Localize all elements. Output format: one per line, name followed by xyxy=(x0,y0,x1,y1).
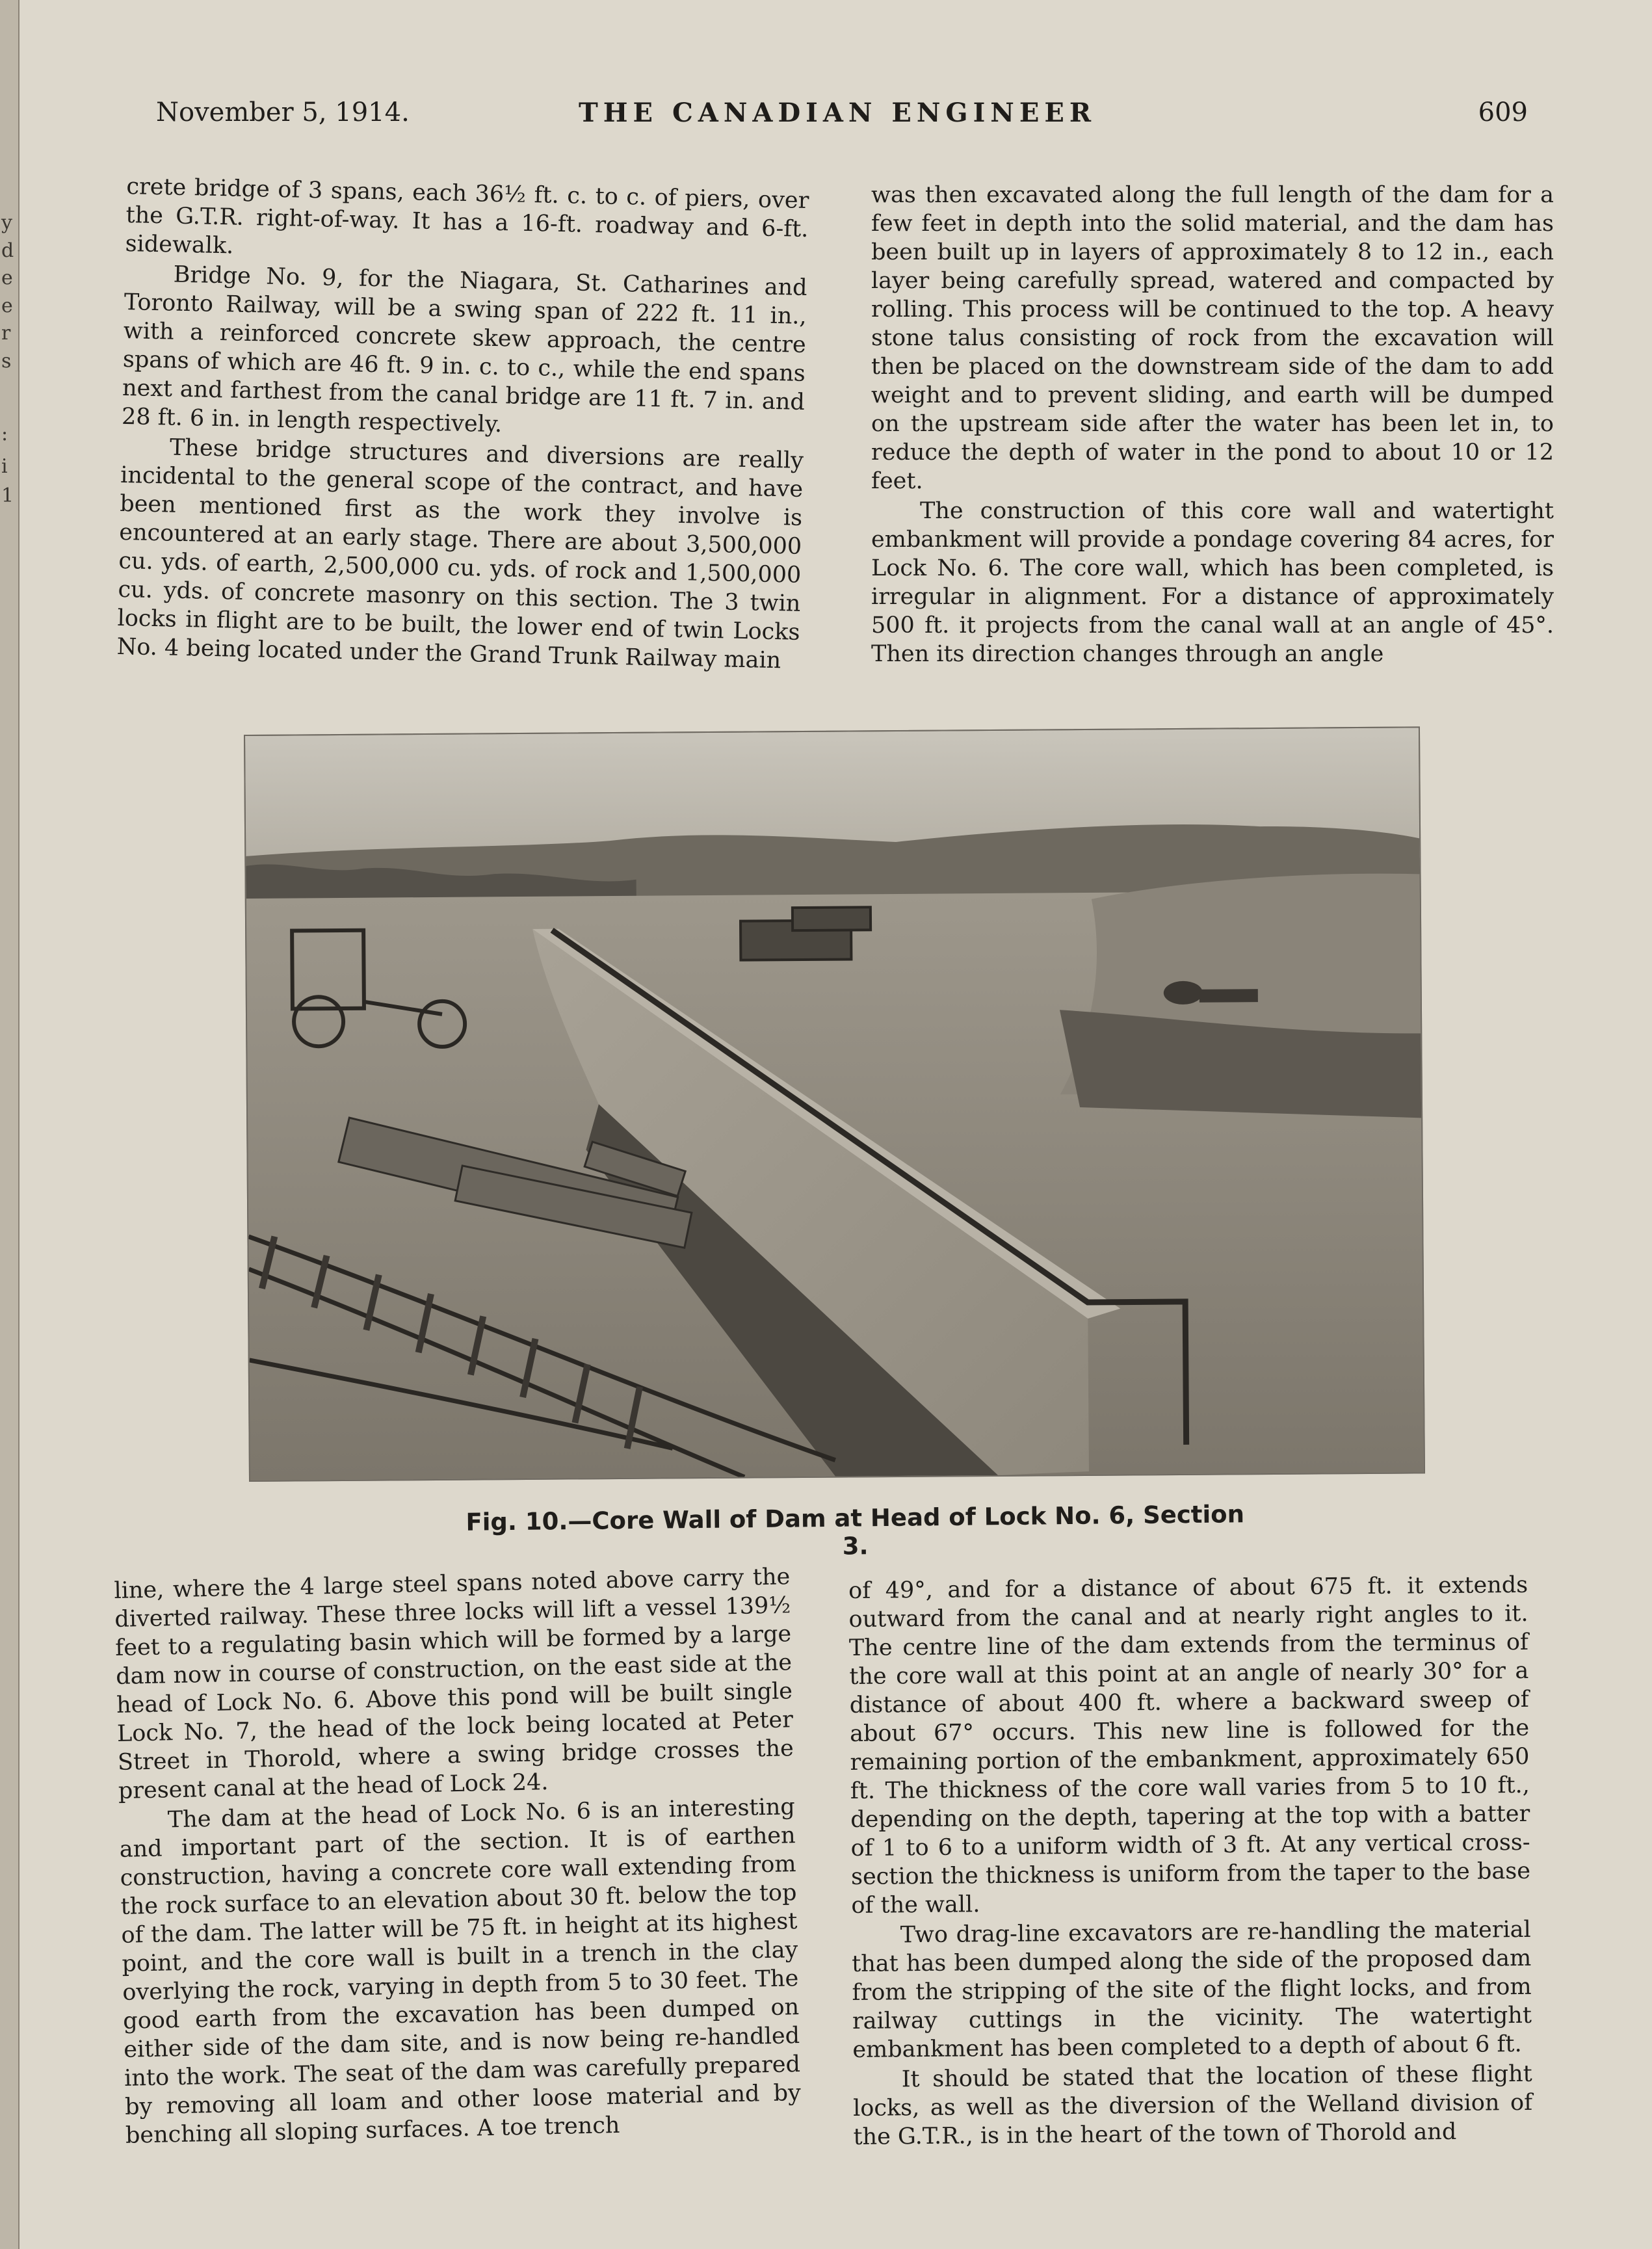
paragraph: Bridge No. 9, for the Niagara, St. Catharines and Toronto Railway, will be a swing span of 222 ft. 11 in., with a reinforced concrete skew approach, the centre spans of which are 46 ft. 9 in. c. to c., while the end spans next and farthest from the canal bridge are 11 ft. 7 in. and 28 ft. 6 in. in length respectively. xyxy=(121,261,807,438)
gutter-fragment: r xyxy=(1,322,11,345)
issue-date: November 5, 1914. xyxy=(156,98,410,127)
figure-caption: Fig. 10.—Core Wall of Dam at Head of Lock No. 6, Section 3. xyxy=(465,1500,1245,1560)
gutter-fragment: 1 xyxy=(1,484,14,507)
gutter-fragment: i xyxy=(1,455,8,478)
paragraph: The dam at the head of Lock No. 6 is an interesting and important part of the section. It is of earthen construction, having a concrete core wall extending from the rock surface to an elevation about 30 ft. below the top of the dam. The latter will be 75 ft. in height at its highest point, and the core wall is built in a trench in the clay overlying the rock, varying in depth from 5 to 30 feet. The good earth from the excavation has been dumped on either side of the dam site, and is now being re-handled into the work. The seat of the dam was carefully prepared by removing all loam and other loose material and by benching all sloping surfaces. A toe trench xyxy=(119,1794,802,2149)
gutter-fragment: e xyxy=(1,267,13,289)
paragraph: The construction of this core wall and watertight embankment will provide a pondage covering 84 acres, for Lock No. 6. The core wall, which has been completed, is irregular in alignment. For a distance of approximately 500 ft. it projects from the canal wall at an angle of 45°. Then its direction changes through an angle xyxy=(871,498,1554,667)
paragraph: line, where the 4 large steel spans noted above carry the diverted railway. These three locks will lift a vessel 139½ feet to a regulating basin which will be formed by a large dam now in course of construction, on the east side at the head of Lock No. 6. Above this pond will be built single Lock No. 7, the head of the lock being located at Peter Street in Thorold, where a swing bridge crosses the present canal at the head of Lock 24. xyxy=(114,1564,794,1804)
top-right-column xyxy=(871,181,1554,670)
paragraph: These bridge structures and diversions are really incidental to the general scope of the contract, and have been mentioned first as the work they involve is encountered at an early stage. There are about 3,500,000 cu. yds. of earth, 2,500,000 cu. yds. of rock and 1,500,000 cu. yds. of concrete masonry on this section. The 3 twin locks in flight are to be built, the lower end of twin Locks No. 4 being located under the Grand Trunk Railway main xyxy=(116,434,804,674)
bottom-left-column xyxy=(114,1562,802,2151)
gutter-fragment: s xyxy=(1,350,12,373)
gutter-fragment: : xyxy=(1,423,8,445)
top-left-column xyxy=(116,172,809,677)
paragraph: of 49°, and for a distance of about 675 ft. it extends outward from the canal and at nearly right angles to it. The centre line of the dam extends from the terminus of the core wall at this point at an angle of nearly 30° for a distance of about 400 ft. where a backward sweep of about 67° occurs. This new line is followed for the remaining portion of the embankment, approximately 650 ft. The thickness of the core wall varies from 5 to 10 ft., depending on the depth, tapering at the top with a batter of 1 to 6 to a uniform width of 3 ft. At any vertical cross-section the thickness is uniform from the taper to the base of the wall. xyxy=(848,1572,1531,1919)
page-number: 609 xyxy=(1478,98,1528,127)
gutter-fragment: y xyxy=(1,211,12,234)
core-wall-photograph xyxy=(244,726,1425,1482)
paragraph: Two drag-line excavators are re-handling the material that has been dumped along the side of the proposed dam from the stripping of the site of the flight locks, and from railway cuttings in the vicinity. The watertight embankment has been completed to a depth of about 6 ft. xyxy=(852,1916,1532,2063)
paragraph: It should be stated that the location of these flight locks, as well as the diversion of the Welland division of the G.T.R., is in the heart of the town of Thorold and xyxy=(852,2060,1533,2150)
paragraph: crete bridge of 3 spans, each 36½ ft. c. to c. of piers, over the G.T.R. right-of-way. It has a 16-ft. roadway and 6-ft. sidewalk. xyxy=(125,173,809,259)
bottom-right-column xyxy=(848,1571,1533,2153)
journal-title: THE CANADIAN ENGINEER xyxy=(579,98,1097,128)
paragraph: was then excavated along the full length of the dam for a few feet in depth into the solid material, and the dam has been built up in layers of approximately 8 to 12 in., each layer being carefully spread, watered and compacted by rolling. This process will be continued to the top. A heavy stone talus consisting of rock from the excavation will then be placed on the downstream side of the dam to add weight and to prevent sliding, and earth will be dumped on the upstream side after the water has been let in, to reduce the depth of water in the pond to about 10 or 12 feet. xyxy=(871,182,1554,494)
facing-page-gutter xyxy=(0,0,20,2249)
gutter-fragment: d xyxy=(1,239,14,262)
running-header xyxy=(156,98,1528,137)
gutter-fragment: e xyxy=(1,295,13,317)
